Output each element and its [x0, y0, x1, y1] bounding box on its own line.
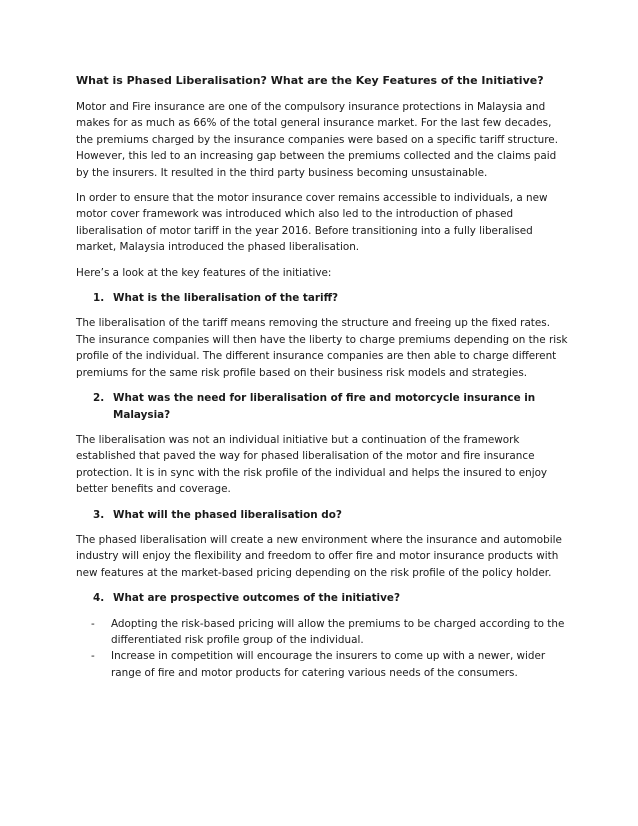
intro-paragraph-3: Here’s a look at the key features of the initiative: [76, 266, 332, 279]
answer-paragraph-1: The liberalisation of the tariff means removing the structure and freeing up the fixed rates. The insurance companies will then have the liberty to charge premiums depending on the risk profile of the individual. The different insurance companies are then able to charge different premiums for the same risk profile based on their business risk models and strategies. [76, 317, 568, 379]
question-heading-2 [76, 390, 570, 423]
question-heading-4 [76, 590, 570, 606]
document-title: What is Phased Liberalisation? What are the Key Features of the Initiative? [76, 74, 544, 87]
question-number: 1. [93, 292, 105, 305]
question-text: What is the liberalisation of the tariff? [113, 292, 339, 305]
question-number: 3. [93, 508, 105, 521]
bullet-marker: - [91, 650, 95, 663]
answer-paragraph-2: The liberalisation was not an individual initiative but a continuation of the framework established that paved the way for phased liberalisation of the motor and fire insurance protection. It is in sync with the risk profile of the individual and helps the insured to enjoy better benefits and coverage. [76, 433, 548, 496]
question-heading-3 [76, 507, 570, 523]
answer-paragraph-3: The phased liberalisation will create a new environment where the insurance and automobile industry will enjoy the flexibility and freedom to offer fire and motor insurance products with new features at the market-based pricing depending on the risk profile of the policy holder. [76, 533, 562, 579]
bullet-marker: - [91, 617, 95, 630]
intro-paragraph-2: In order to ensure that the motor insurance cover remains accessible to individuals, a new motor cover framework was introduced which also led to the introduction of phased liberalisation of motor tariff in the year 2016. Before transitioning into a fully liberalised market, Malaysia introduced the phased liberalisation. [76, 192, 548, 254]
list-item-text: Increase in competition will encourage the insurers to come up with a newer, wider range of fire and motor products for catering various needs of the consumers. [111, 650, 546, 679]
outcomes-list [76, 616, 570, 682]
list-item [76, 648, 570, 681]
intro-paragraph-1: Motor and Fire insurance are one of the compulsory insurance protections in Malaysia and makes for as much as 66% of the total general insurance market. For the last few decades, the premiums charged by the insurance companies were based on a specific tariff structure. However, this led to an increasing gap between the premiums collected and the claims paid by the insurers. It resulted in the third party business becoming unsustainable. [76, 101, 558, 179]
list-item [76, 616, 570, 649]
question-text: What are prospective outcomes of the initiative? [113, 592, 400, 605]
question-heading-1 [76, 290, 570, 306]
question-text: What will the phased liberalisation do? [113, 508, 342, 521]
question-text: What was the need for liberalisation of fire and motorcycle insurance in Malaysia? [113, 392, 536, 421]
question-number: 4. [93, 592, 105, 605]
list-item-text: Adopting the risk-based pricing will allow the premiums to be charged according to the differentiated risk profile group of the individual. [111, 617, 565, 646]
document-page [76, 73, 570, 681]
question-number: 2. [93, 392, 105, 405]
